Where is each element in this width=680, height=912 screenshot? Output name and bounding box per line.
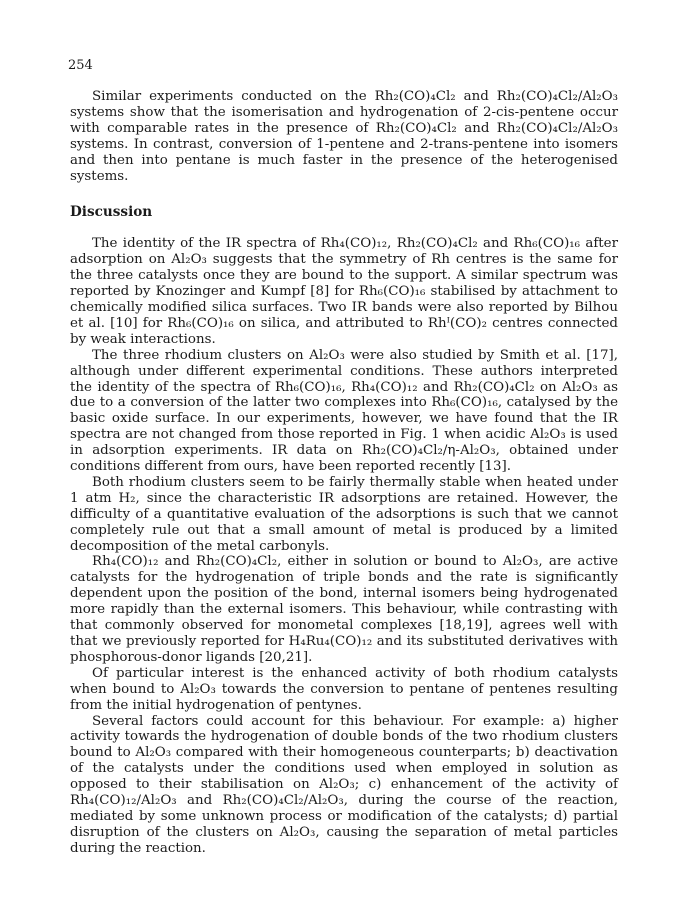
discussion-paragraph-1: The identity of the IR spectra of Rh₄(CO)₁₂, Rh₂(CO)₄Cl₂ and Rh₆(CO)₁₆ after adsorption on Al₂O₃ suggests that the symmetry of Rh centres is the same for the three catalysts once they are bound to the support. A similar spectrum was reported by Knozinger and Kumpf [8] for Rh₆(CO)₁₆ stabilised by attachment to chemically modified silica surfaces. Two IR bands were also reported by Bilhou et al. [10] for Rh₆(CO)₁₆ on silica, and attributed to Rhᴵ(CO)₂ centres connected by weak interactions. bbox=[70, 236, 618, 347]
discussion-paragraph-6: Several factors could account for this behaviour. For example: a) higher activity towards the hydrogenation of double bonds of the two rhodium clusters bound to Al₂O₃ compared with their homogeneous counterparts; b) deactivation of the catalysts under the conditions used when employed in solution as opposed to their stabilisation on Al₂O₃; c) enhancement of the activity of Rh₄(CO)₁₂/Al₂O₃ and Rh₂(CO)₄Cl₂/Al₂O₃, during the course of the reaction, mediated by some unknown process or modification of the catalysts; d) partial disruption of the clusters on Al₂O₃, causing the separation of metal particles during the reaction. bbox=[70, 713, 618, 856]
discussion-paragraph-3: Both rhodium clusters seem to be fairly thermally stable when heated under 1 atm H₂, since the characteristic IR adsorptions are retained. However, the difficulty of a quantitative evaluation of the adsorptions is such that we cannot completely rule out that a small amount of metal is produced by a limited decomposition of the metal carbonyls. bbox=[70, 474, 618, 554]
intro-paragraph: Similar experiments conducted on the Rh₂(CO)₄Cl₂ and Rh₂(CO)₄Cl₂/Al₂O₃ systems show that the isomerisation and hydrogenation of 2-cis-pentene occur with comparable rates in the presence of Rh₂(CO)₄Cl₂ and Rh₂(CO)₄Cl₂/Al₂O₃ systems. In contrast, conversion of 1-pentene and 2-trans-pentene into isomers and then into pentane is much faster in the presence of the heterogenised systems. bbox=[70, 89, 618, 184]
page-number: 254 bbox=[68, 58, 93, 73]
section-heading-discussion: Discussion bbox=[70, 204, 153, 221]
body-text bbox=[70, 89, 618, 857]
discussion-paragraph-4: Rh₄(CO)₁₂ and Rh₂(CO)₄Cl₂, either in solution or bound to Al₂O₃, are active catalysts for the hydrogenation of triple bonds and the rate is significantly dependent upon the position of the bond, internal isomers being hydrogenated more rapidly than the external isomers. This behaviour, while contrasting with that commonly observed for monometal complexes [18,19], agrees well with that we previously reported for H₄Ru₄(CO)₁₂ and its substituted derivatives with phosphorous-donor ligands [20,21]. bbox=[70, 554, 618, 665]
discussion-paragraph-5: Of particular interest is the enhanced activity of both rhodium catalysts when bound to Al₂O₃ towards the conversion to pentane of pentenes resulting from the initial hydrogenation of pentynes. bbox=[70, 665, 618, 713]
discussion-paragraph-2: The three rhodium clusters on Al₂O₃ were also studied by Smith et al. [17], although under different experimental conditions. These authors interpreted the identity of the spectra of Rh₆(CO)₁₆, Rh₄(CO)₁₂ and Rh₂(CO)₄Cl₂ on Al₂O₃ as due to a conversion of the latter two complexes into Rh₆(CO)₁₆, catalysed by the basic oxide surface. In our experiments, however, we have found that the IR spectra are not changed from those reported in Fig. 1 when acidic Al₂O₃ is used in adsorption experiments. IR data on Rh₂(CO)₄Cl₂/η-Al₂O₃, obtained under conditions different from ours, have been reported recently [13]. bbox=[70, 347, 618, 475]
